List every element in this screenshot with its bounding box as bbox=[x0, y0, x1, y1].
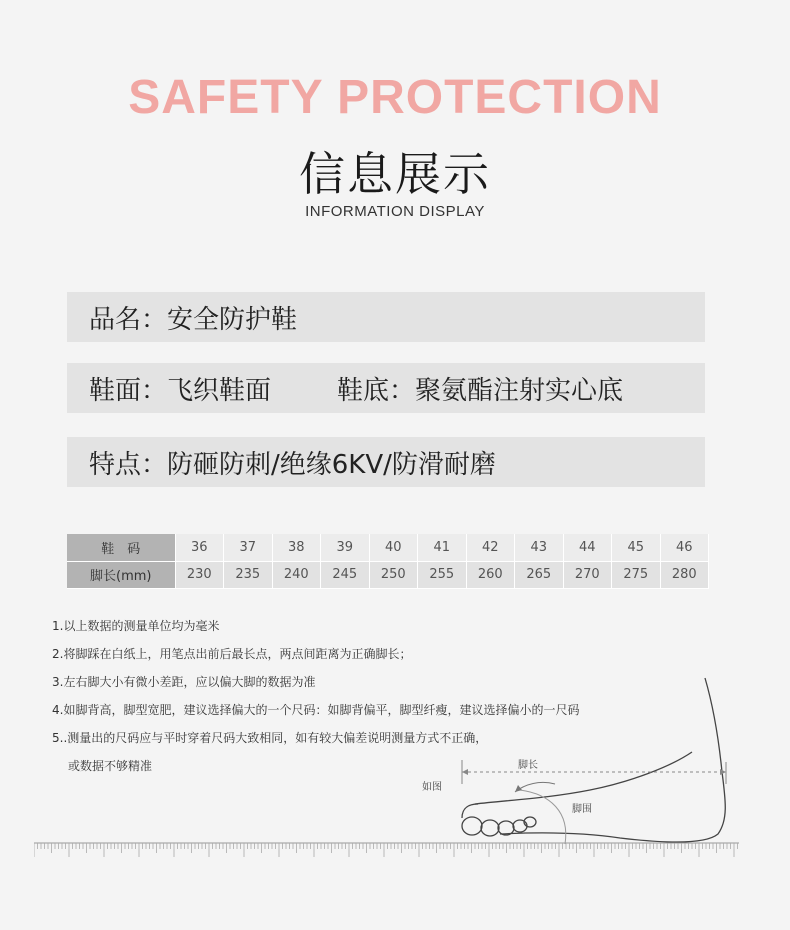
length-cell: 230 bbox=[175, 561, 224, 588]
length-cell: 255 bbox=[418, 561, 467, 588]
size-cell: 46 bbox=[660, 534, 709, 561]
size-cell: 43 bbox=[515, 534, 564, 561]
length-cell: 270 bbox=[563, 561, 612, 588]
note-item: 3.左右脚大小有微小差距，应以偏大脚的数据为准 bbox=[52, 675, 316, 689]
sole-material: 鞋底：聚氨酯注射实心底 bbox=[337, 375, 624, 406]
title-english: SAFETY PROTECTION bbox=[128, 71, 662, 124]
length-cell: 245 bbox=[321, 561, 370, 588]
foot-length-label: 脚长 bbox=[518, 760, 538, 771]
product-name: 品名：安全防护鞋 bbox=[89, 304, 298, 335]
size-cell: 45 bbox=[612, 534, 661, 561]
material-bar bbox=[67, 363, 705, 413]
note-item: 5..测量出的尺码应与平时穿着尺码大致相同，如有较大偏差说明测量方式不正确， bbox=[52, 731, 488, 745]
upper-material: 鞋面：飞织鞋面 bbox=[89, 375, 272, 406]
note-item: 或数据不够精准 bbox=[68, 759, 153, 773]
size-cell: 40 bbox=[369, 534, 418, 561]
size-cell: 42 bbox=[466, 534, 515, 561]
title-subtitle: INFORMATION DISPLAY bbox=[305, 203, 485, 220]
product-name-bar bbox=[67, 292, 705, 342]
length-cell: 260 bbox=[466, 561, 515, 588]
length-cell: 235 bbox=[224, 561, 273, 588]
size-cell: 39 bbox=[321, 534, 370, 561]
size-cell: 41 bbox=[418, 534, 467, 561]
length-cell: 280 bbox=[660, 561, 709, 588]
toes-icon bbox=[462, 804, 536, 836]
note-item: 2.将脚踩在白纸上，用笔点出前后最长点，两点间距离为正确脚长； bbox=[52, 647, 412, 661]
girth-label: 脚围 bbox=[572, 804, 592, 815]
size-cell: 38 bbox=[272, 534, 321, 561]
size-cell: 37 bbox=[224, 534, 273, 561]
length-cell: 240 bbox=[272, 561, 321, 588]
size-cell: 36 bbox=[175, 534, 224, 561]
title-chinese: 信息展示 bbox=[299, 147, 491, 201]
size-row bbox=[67, 534, 709, 561]
ruler-graphic bbox=[34, 842, 739, 860]
features: 特点：防砸防刺/绝缘6KV/防滑耐磨 bbox=[89, 449, 496, 480]
size-cell: 44 bbox=[563, 534, 612, 561]
length-cell: 265 bbox=[515, 561, 564, 588]
length-cell: 250 bbox=[369, 561, 418, 588]
example-label: 如图 bbox=[422, 782, 442, 793]
features-bar bbox=[67, 437, 705, 487]
length-row bbox=[67, 561, 709, 588]
length-row-label: 脚长(mm) bbox=[67, 561, 175, 588]
note-item: 1.以上数据的测量单位均为毫米 bbox=[52, 619, 220, 633]
size-table bbox=[67, 534, 709, 589]
note-item: 4.如脚背高，脚型宽肥，建议选择偏大的一个尺码：如脚背偏平，脚型纤瘦，建议选择偏小的一尺码 bbox=[52, 703, 580, 717]
size-row-label: 鞋 码 bbox=[67, 534, 175, 561]
measurement-notes bbox=[52, 612, 579, 780]
length-cell: 275 bbox=[612, 561, 661, 588]
